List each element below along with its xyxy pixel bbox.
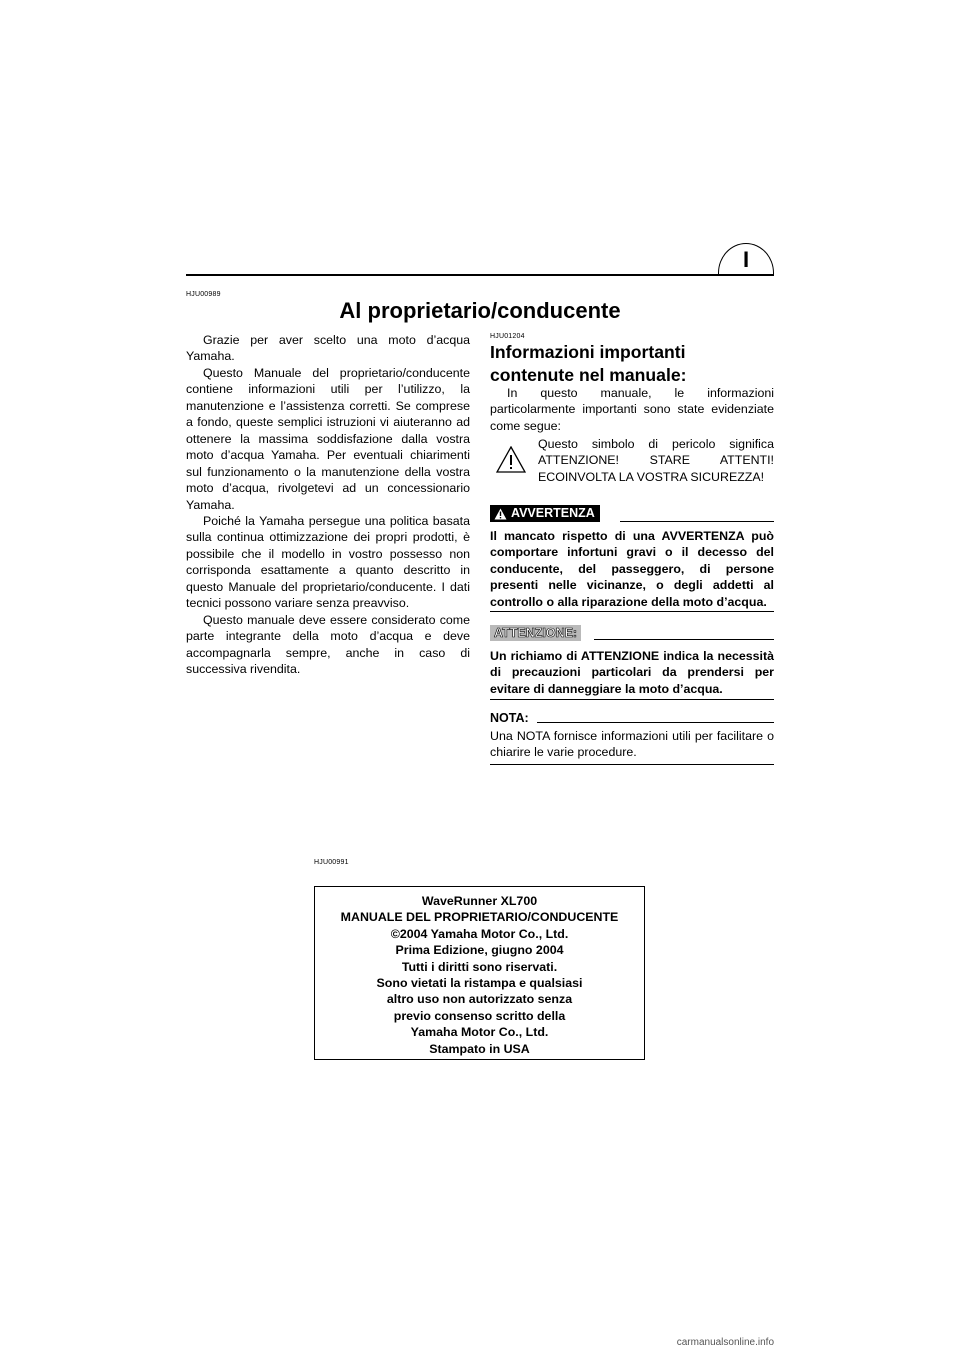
box-line: WaveRunner XL700 xyxy=(421,894,538,908)
section-title xyxy=(490,341,774,387)
warning-label: AVVERTENZA xyxy=(511,506,595,520)
caution-rule xyxy=(594,639,774,640)
left-column xyxy=(186,332,470,678)
warning-triangle-icon xyxy=(494,508,507,520)
note-label: NOTA: xyxy=(490,711,529,725)
caution-end-rule xyxy=(490,699,774,700)
box-line: Yamaha Motor Co., Ltd. xyxy=(410,1025,549,1040)
doc-code-section: HJU01204 xyxy=(490,333,525,340)
publication-info-box xyxy=(314,886,645,1060)
box-line: Stampato in USA xyxy=(429,1041,530,1056)
paragraph: Grazie per aver scelto una moto d’acqua Yamaha. xyxy=(186,333,470,364)
doc-code-main: HJU00989 xyxy=(186,291,221,298)
caution-text: Un richiamo di ATTENZIONE indica la necessità di precauzioni particolari da prendersi per evitare di danneggiare la moto d’acqua. xyxy=(490,649,774,696)
intro-text: In questo manuale, le informazioni particolarmente importanti sono state evidenziate come segue: xyxy=(490,386,774,433)
note-rule xyxy=(537,722,774,723)
language-tab: I xyxy=(718,243,774,275)
paragraph: Questo Manuale del proprietario/conducente contiene informazioni utili per l’utilizzo, la manutenzione e l’assistenza corretti. Se comprese a fondo, queste semplici istruzioni vi aiuteranno ad ottenere la massima soddisfazione dalla vostra moto d’acqua Yamaha. Per eventuali chiarimenti sul funzionamento o la manutenzione della vostra moto d’acqua, rivolgetevi ad un concessionario Yamaha. xyxy=(186,365,470,512)
paragraph: Questo manuale deve essere considerato come parte integrante della moto d’acqua e deve accompagnarla sempre, anche in caso di successiva rivendita. xyxy=(186,612,470,677)
note-end-rule xyxy=(490,764,774,765)
box-line: MANUALE DEL PROPRIETARIO/CONDUCENTE xyxy=(340,910,619,925)
header-rule xyxy=(186,274,774,276)
box-line: previo consenso scritto della xyxy=(393,1008,566,1023)
section-title-line: Informazioni importanti xyxy=(490,342,686,362)
watermark: carmanualsonline.info xyxy=(676,1337,774,1348)
box-line: Prima Edizione, giugno 2004 xyxy=(395,943,564,958)
warning-end-rule xyxy=(490,611,774,612)
warning-badge xyxy=(490,505,600,522)
page-title: Al proprietario/conducente xyxy=(339,298,621,323)
warning-rule xyxy=(620,521,774,522)
box-line: ©2004 Yamaha Motor Co., Ltd. xyxy=(390,926,569,941)
warning-triangle-icon xyxy=(496,446,526,473)
caution-badge: ATTENZIONE: xyxy=(490,625,581,641)
box-line: altro uso non autorizzato senza xyxy=(386,992,573,1007)
box-line: Tutti i diritti sono riservati. xyxy=(401,959,558,974)
hazard-symbol-text: Questo simbolo di pericolo significa ATTENZIONE! STARE ATTENTI! ECOINVOLTA LA VOSTRA SICUREZZA! xyxy=(538,437,774,484)
box-line: Sono vietati la ristampa e qualsiasi xyxy=(376,976,583,991)
paragraph: Poiché la Yamaha persegue una politica basata sulla continua ottimizzazione dei propri prodotti, è possibile che il modello in vostro possesso non corrisponda esattamente a quanto descritto in questo Manuale del proprietario/conducente. I dati tecnici possono variare senza preavviso. xyxy=(186,513,470,611)
doc-code-box: HJU00991 xyxy=(314,859,349,866)
warning-text: Il mancato rispetto di una AVVERTENZA può comportare infortuni gravi o il decesso del conducente, del passeggero, di persone presenti nelle vicinanze, o degli addetti al controllo o alla riparazione della moto d’acqua. xyxy=(490,529,774,609)
note-text: Una NOTA fornisce informazioni utili per facilitare o chiarire le varie procedure. xyxy=(490,729,774,760)
section-title-line: contenute nel manuale: xyxy=(490,365,687,385)
